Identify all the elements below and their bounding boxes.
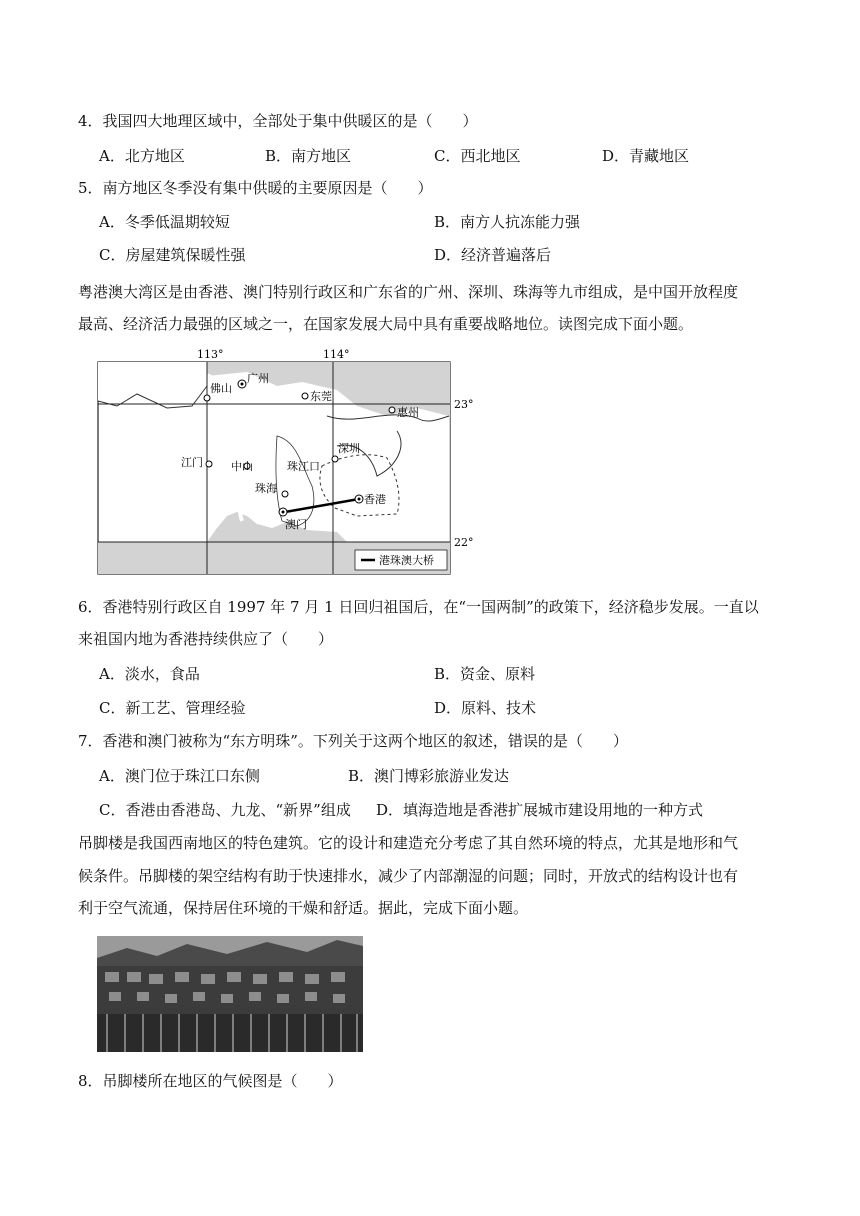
city-label-guangzhou: 广州 bbox=[247, 372, 269, 385]
q7-option-c: C．香港由香港岛、九龙、“新界”组成 bbox=[99, 801, 351, 819]
q6-option-b: B．资金、原料 bbox=[434, 665, 536, 683]
city-label-jiangmen: 江门 bbox=[181, 456, 203, 469]
q4-option-a: A．北方地区 bbox=[99, 147, 185, 165]
lon-label-114: 114° bbox=[323, 348, 350, 361]
q4-option-d: D．青藏地区 bbox=[602, 147, 690, 165]
q5-option-a: A．冬季低温期较短 bbox=[99, 213, 230, 231]
q4-option-b: B．南方地区 bbox=[265, 147, 352, 165]
q5-option-c: C．房屋建筑保暖性强 bbox=[99, 246, 246, 264]
city-label-zhujiangkou: 珠江口 bbox=[287, 460, 320, 473]
q7-option-d: D．填海造地是香港扩展城市建设用地的一种方式 bbox=[376, 801, 704, 819]
stilt-house-photo bbox=[97, 936, 363, 1052]
question-8-stem: 8．吊脚楼所在地区的气候图是（ ） bbox=[78, 1072, 343, 1090]
passage-2-line-2: 候条件。吊脚楼的架空结构有助于快速排水，减少了内部潮湿的问题；同时，开放式的结构设计也有 bbox=[78, 867, 739, 885]
lat-label-23: 23° bbox=[454, 398, 474, 411]
city-label-huizhou: 惠州 bbox=[397, 406, 419, 419]
passage-2-line-1: 吊脚楼是我国西南地区的特色建筑。它的设计和建造充分考虑了其自然环境的特点，尤其是地形和气 bbox=[78, 834, 739, 852]
question-6-stem-line-1: 6．香港特别行政区自 1997 年 7 月 1 日回归祖国后，在“一国两制”的政策下，经济稳步发展。一直以 bbox=[78, 598, 759, 616]
passage-2-line-3: 利于空气流通，保持居住环境的干燥和舒适。据此，完成下面小题。 bbox=[78, 899, 529, 917]
q6-option-a: A．淡水，食品 bbox=[99, 665, 200, 683]
question-6-stem-line-2: 来祖国内地为香港持续供应了（ ） bbox=[78, 630, 334, 648]
city-label-zhongshan: 中山 bbox=[231, 460, 253, 473]
greater-bay-area-map bbox=[97, 346, 477, 576]
city-label-shenzhen: 深圳 bbox=[338, 442, 360, 455]
lat-label-22: 22° bbox=[454, 536, 474, 549]
q5-option-b: B．南方人抗冻能力强 bbox=[434, 213, 581, 231]
q4-option-c: C．西北地区 bbox=[434, 147, 521, 165]
city-label-macau: 澳门 bbox=[285, 518, 307, 531]
city-label-foshan: 佛山 bbox=[210, 382, 232, 395]
passage-1-line-2: 最高、经济活力最强的区域之一，在国家发展大局中具有重要战略地位。读图完成下面小题。 bbox=[78, 315, 694, 333]
city-label-zhuhai: 珠海 bbox=[255, 482, 277, 495]
city-label-hongkong: 香港 bbox=[364, 493, 386, 506]
q5-option-d: D．经济普遍落后 bbox=[434, 246, 552, 264]
passage-1-line-1: 粤港澳大湾区是由香港、澳门特别行政区和广东省的广州、深圳、珠海等九市组成，是中国开放程度 bbox=[78, 283, 739, 301]
city-label-dongguan: 东莞 bbox=[310, 390, 332, 403]
question-7-stem: 7．香港和澳门被称为“东方明珠”。下列关于这两个地区的叙述，错误的是（ ） bbox=[78, 732, 628, 750]
legend-label-bridge: 港珠澳大桥 bbox=[379, 554, 434, 567]
lon-label-113: 113° bbox=[197, 348, 224, 361]
question-5-stem: 5．南方地区冬季没有集中供暖的主要原因是（ ） bbox=[78, 179, 433, 197]
question-4-stem: 4．我国四大地理区域中，全部处于集中供暖区的是（ ） bbox=[78, 112, 478, 130]
q7-option-a: A．澳门位于珠江口东侧 bbox=[99, 767, 260, 785]
q6-option-d: D．原料、技术 bbox=[434, 699, 537, 717]
q6-option-c: C．新工艺、管理经验 bbox=[99, 699, 246, 717]
q7-option-b: B．澳门博彩旅游业发达 bbox=[348, 767, 510, 785]
